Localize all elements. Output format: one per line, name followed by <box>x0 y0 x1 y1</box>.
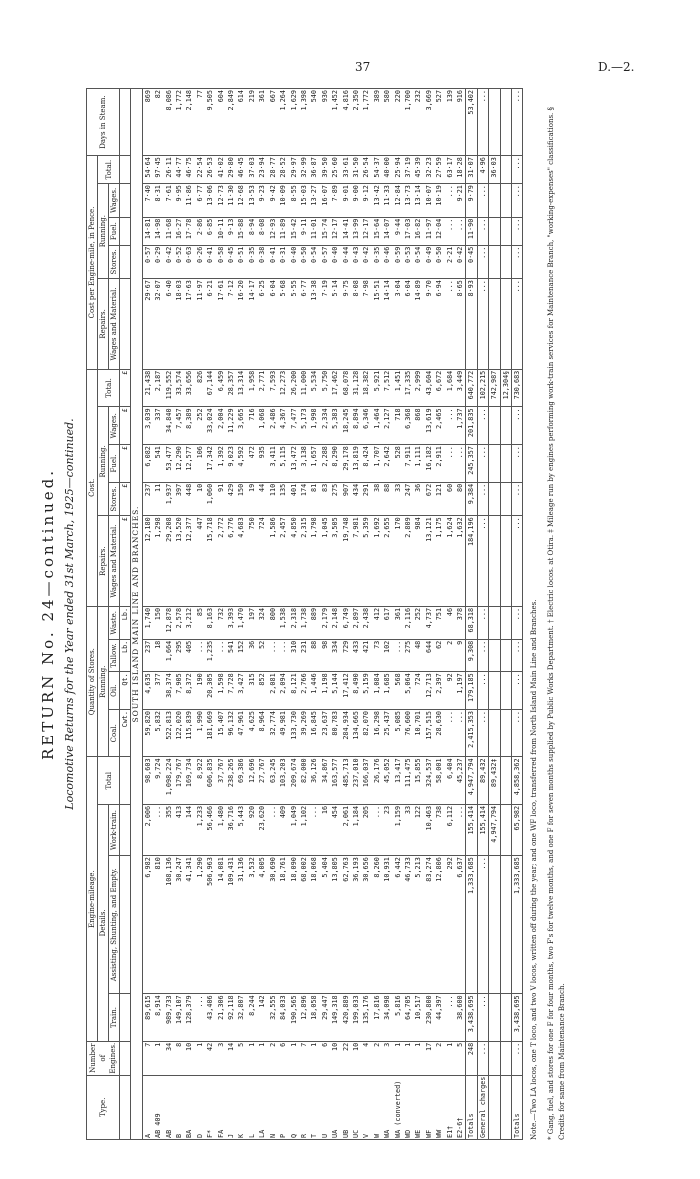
col-fuel: 6,082 541 53,477 12,290 12,577 106 17,342 1,392 9,023 4,592 472 935 3,411 5,115 13,472 3,138 1,657 2,288 8,290 29,178 13,819 8,424 1,707 2,642 528 7,911 1,111 16,182 2,911 ... ... <box>142 445 466 483</box>
hdr-repairs: Repairs. <box>98 516 109 607</box>
credit-row <box>500 89 511 1140</box>
col-assisting: 6,982 810 108,136 30,247 41,341 1,290 506,963 14,081 109,431 31,136 3,532 4,005 30,690 18,761 18,090 68,002 18,068 5,404 13,805 62,763 36,193 30,656 8,260 10,931 6,442 46,733 5,213 83,274 12,806 292 6,637 <box>142 856 466 994</box>
totals-engines: 248 <box>466 1041 477 1075</box>
hdr-wages-material: Wages and Material. <box>109 516 120 607</box>
col-oil: 4,635 377 38,374 7,905 8,372 190 20,305 1,598 7,728 3,427 315 852 2,081 2,094 8,121 2,766 1,446 1,198 5,144 17,412 8,490 5,159 1,084 1,685 568 5,064 724 12,713 2,397 92 1,197 <box>142 672 466 710</box>
totals-coal: 2,415,353 <box>466 710 477 757</box>
totals-p-stores: 0·45 <box>466 245 477 279</box>
totals-p-wages: 9·79 <box>466 184 477 218</box>
unit-tallow: Lb. <box>120 639 131 672</box>
footnote-transfers: Note.—Two LA locos, one T loco, and two V locos, written off during the year; and one WF loco, transferred from North Island Main Line and Branches. <box>530 599 539 1140</box>
unit-money-wages: £ <box>120 407 131 445</box>
col-days: 869 82 8,086 1,772 2,148 77 9,505 604 2,849 614 219 361 667 1,264 1,629 1,398 540 936 1,452 4,816 2,350 1,772 389 580 220 1,700 232 3,669 527 139 916 <box>142 89 466 156</box>
hdr-stores: Stores. <box>109 482 120 516</box>
general-p-total: 4·96 <box>477 156 488 184</box>
unit-money-fuel: £ <box>120 445 131 483</box>
totals-cost-total: 640,772 <box>466 369 477 407</box>
grand-train: 3,438,695 <box>512 994 523 1041</box>
col-total: 98,603 9,724 1,098,224 179,767 169,734 8,922 606,835 37,767 238,265 69,386 12,696 27,767 63,245 103,203 209,674 82,000 36,126 34,867 163,577 485,713 237,010 166,037 26,176 45,052 13,417 111,475 15,855 324,537 58,001 6,404 45,237 <box>142 757 466 804</box>
totals-row <box>466 89 477 1140</box>
credit-cost: 12,304§ <box>500 369 511 407</box>
hdr-running-pm: Running. <box>98 184 109 279</box>
hdr-qty-stores: Quantity of Stores. <box>87 606 98 757</box>
hdr-waste: Waste. <box>109 606 120 639</box>
unit-coal: Cwt. <box>120 710 131 757</box>
general-label: General charges <box>478 1076 487 1138</box>
grand-work: 65,982 <box>512 804 523 855</box>
totals-p-total: 31·07 <box>466 156 477 184</box>
totals-total: 4,947,794 <box>466 757 477 804</box>
hdr-assisting: Assisting, Shunting, and Empty. <box>109 856 120 994</box>
hdr-wages-material-pm: Wages and Material. <box>109 279 120 370</box>
hdr-fuel: Fuel. <box>109 445 120 483</box>
hdr-details: Details. <box>98 804 109 1041</box>
col-train: 89,615 8,914 989,733 149,107 128,379 ... 43,406 21,306 92,118 32,807 8,244 142 32,555 84,033 190,565 12,896 18,058 29,447 149,318 420,889 199,033 135,176 17,816 34,098 5,816 64,705 10,517 230,800 44,397 ... 38,600 <box>142 994 466 1041</box>
col-stores: 237 11 1,937 397 448 10 1,060 91 429 150 19 44 110 135 401 174 81 83 275 907 434 291 38 88 33 247 36 672 121 60 80 <box>142 482 466 516</box>
hdr-repairs-pm: Repairs. <box>98 279 109 370</box>
hdr-coal: Coal. <box>109 710 120 757</box>
hdr-type: Type. <box>87 1075 120 1139</box>
col-cost-total: 21,438 2,187 119,552 33,574 33,656 826 67,144 6,459 28,357 13,314 1,958 2,771 7,593 12,273 26,200 11,000 5,534 5,750 17,462 68,078 31,128 18,382 5,921 7,512 1,451 17,335 2,999 43,604 6,672 1,684 3,449 <box>142 369 466 407</box>
grand-totals-row: Totals ... 3,438,695 1,333,685 65,982 4,858,362 ... ... ... ... ... ... ... ... 730,683 ... ... ... ... ... ... <box>513 90 522 1138</box>
hdr-oil: Oil. <box>109 672 120 710</box>
subtotal-p-total: 36·03 <box>489 156 500 184</box>
subtotal-cost: 742,987 <box>489 369 500 407</box>
col-p-repairs: 29·67 32·07 6·40 18·03 17·63 11·97 6·21 17·61 7·12 16·20 14·17 6·25 6·04 5·68 5·55 6·77 13·38 7·19 5·14 9·75 8·08 7·98 15·51 14·14 3·04 6·04 14·89 9·70 6·94 ... 8·65 <box>142 279 466 370</box>
totals-work: 155,414 <box>466 804 477 855</box>
unit-money-stores: £ <box>120 482 131 516</box>
totals-oil: 179,185 <box>466 672 477 710</box>
footnote-symbols: * Gang, fuel, and stores for one F for four months, two F's for twelve months, and one F for seven months supplied by Public Works Department. † Electric locos. at Otira. ‡ Mileage run by engines performing work-train services for Maintenance Branch, "working-expenses" classifications. § Credits for same from Maintenance Branch. <box>547 107 567 1140</box>
return-title: RETURN No. 24—continued. <box>39 467 57 761</box>
grand-assisting: 1,333,685 <box>512 856 523 994</box>
unit-oil: Qt. <box>120 672 131 710</box>
unit-money-repairs: £ <box>120 516 131 607</box>
totals-label: Totals <box>466 1075 477 1139</box>
totals-tallow: 9,308 <box>466 639 477 672</box>
totals-train: 3,438,695 <box>466 994 477 1041</box>
hdr-cost-total: Total. <box>98 369 120 407</box>
subtotal-work: 4,947,794 <box>489 804 500 855</box>
col-type: A AB 409 AB B BA D F* FA J K L LA N P Q R T U UA UB UC V W WA WA (converted) WD WE WF WW E1† E2-6† <box>142 1075 466 1139</box>
hdr-running-stores: Running. <box>98 606 109 757</box>
unit-money-total: £ <box>120 369 131 407</box>
col-waste: 1,740 150 12,878 2,578 3,212 85 8,163 732 3,393 1,470 197 324 800 1,538 2,318 1,738 889 2,179 2,148 6,749 2,897 2,438 412 617 361 2,116 252 4,737 751 46 378 <box>142 606 466 639</box>
totals-waste: 68,318 <box>466 606 477 639</box>
hdr-num-engines: Number of Engines. <box>87 1041 120 1075</box>
hdr-fuel-pm: Fuel. <box>109 217 120 245</box>
return-subtitle: Locomotive Returns for the Year ended 31st March, 1925—continued. <box>63 418 76 810</box>
unit-waste: Lb. <box>120 606 131 639</box>
col-work: 2,006 ... 355 413 144 1,233 56,466 1,480 36,716 5,443 920 23,620 ... 409 1,049 1,102 ... 16 454 2,061 1,184 205 ... 23 1,159 33 122 10,463 738 6,112 ... <box>142 804 466 855</box>
totals-p-repairs: 8·93 <box>466 279 477 370</box>
hdr-wages-pm: Wages. <box>109 184 120 218</box>
totals-days: 53,402 <box>466 89 477 156</box>
totals-repairs: 184,196 <box>466 516 477 607</box>
general-cost-total: 102,215 <box>477 369 488 407</box>
section-heading: SOUTH ISLAND MAIN LINE AND BRANCHES. <box>131 89 142 1140</box>
col-engines: 7 1 34 8 10 1 42 3 14 5 1 1 2 6 1 7 1 6 10 22 10 4 2 3 1 1 1 17 2 1 5 <box>142 1041 466 1075</box>
hdr-stores-pm: Stores. <box>109 245 120 279</box>
hdr-engine-mileage: Engine-mileage. <box>87 757 98 1041</box>
col-repairs: 12,180 1,298 29,208 13,520 12,377 447 15,718 2,772 6,776 4,683 750 724 1,586 2,457 4,850 2,315 1,798 1,045 3,505 19,748 7,981 5,359 1,692 2,655 170 2,809 984 13,121 1,175 1,624 1,632 <box>142 516 466 607</box>
totals-p-fuel: 11·90 <box>466 217 477 245</box>
hdr-total-pm: Total. <box>98 156 120 184</box>
subtotal-row <box>489 89 500 1140</box>
general-total: 89,432 <box>477 757 488 804</box>
page-number: 37 <box>355 60 371 74</box>
locomotive-returns-table <box>86 88 523 1140</box>
hdr-work-train: Work-train. <box>109 804 120 855</box>
totals-assisting: 1,333,685 <box>466 856 477 994</box>
hdr-cost-per-mile: Cost per Engine-mile, in Pence. <box>87 156 98 370</box>
col-coal: 59,820 5,832 522,813 122,020 115,839 1,990 181,669 15,407 96,132 47,961 4,625 8,964 32,774 49,981 133,730 39,269 16,845 23,637 80,783 284,934 134,665 82,070 16,298 25,437 5,085 76,600 10,701 157,515 28,630 ... ... <box>142 710 466 757</box>
hdr-cost: Cost. <box>87 369 98 606</box>
hdr-wages: Wages. <box>109 407 120 445</box>
totals-wages: 201,835 <box>466 407 477 445</box>
hdr-days-steam: Days in Steam. <box>87 89 120 156</box>
col-p-stores: 0·57 0·29 0·42 0·52 0·63 0·26 0·41 0·58 0·45 0·51 0·35 0·38 0·41 0·31 0·40 0·50 0·54 0·57 0·40 0·44 0·43 0·42 0·35 0·46 0·59 0·53 0·54 0·49 0·50 2·21 0·42 <box>142 245 466 279</box>
col-tallow: 237 18 1,664 295 405 ... 1,235 ... 541 152 36 52 ... ... 310 231 88 98 334 729 433 421 73 102 ... 275 48 644 62 2 9 <box>142 639 466 672</box>
page-code: D.—2. <box>598 60 635 74</box>
col-p-wages: 7·40 8·31 7·61 9·95 11·86 6·77 13·06 12·73 11·30 12·68 13·53 9·23 9·42 10·09 8·55 15·03 13·27 16·07 7·89 9·01 9·00 9·12 13·42 11·33 12·84 13·73 13·14 10·07 10·19 ... 9·21 <box>142 184 466 218</box>
rotated-page <box>35 88 655 1140</box>
grand-total: 4,858,362 <box>512 757 523 804</box>
grand-cost-total: 730,683 <box>512 369 523 407</box>
general-work: 155,414 <box>477 804 488 855</box>
hdr-total: Total <box>98 757 120 804</box>
col-p-fuel: 14·81 14·98 11·68 16·27 17·78 2·86 6·85 10·11 9·13 15·88 8·94 8·08 12·93 11·89 15·42 9·11 11·01 15·74 12·17 14·41 13·99 12·17 15·64 14·07 9·44 17·03 16·82 11·97 12·04 ... ... <box>142 217 466 245</box>
hdr-running-cost: Running. <box>98 407 109 516</box>
grand-label: Totals <box>512 1075 523 1139</box>
general-charges-row: General charges ... ... ... 155,414 89,432 ... ... ... ... ... ... ... ... 102,215 ... ... ... ... 4·96 ... <box>478 90 487 1138</box>
hdr-tallow: Tallow. <box>109 639 120 672</box>
col-p-total: 54·64 97·45 26·11 44·77 46·75 22·54 26·53 41·02 29·80 46·45 37·03 23·94 28·77 28·52 29·97 32·99 36·87 39·50 25·60 33·61 31·50 26·54 54·37 40·00 25·94 37·19 45·39 32·23 27·59 63·17 18·28 <box>142 156 466 184</box>
subtotal-total: 89,432‡ <box>489 757 500 804</box>
totals-fuel: 245,357 <box>466 445 477 483</box>
totals-stores: 9,384 <box>466 482 477 516</box>
col-wages: 3,039 337 34,840 7,457 8,389 252 33,024 2,004 11,229 3,665 716 1,068 2,486 4,367 7,477 5,173 1,998 2,334 5,383 18,245 8,894 6,346 1,464 2,127 718 6,368 868 13,619 2,465 ... 1,737 <box>142 407 466 445</box>
hdr-train: Train. <box>109 994 120 1041</box>
table-row-body <box>142 89 466 1140</box>
